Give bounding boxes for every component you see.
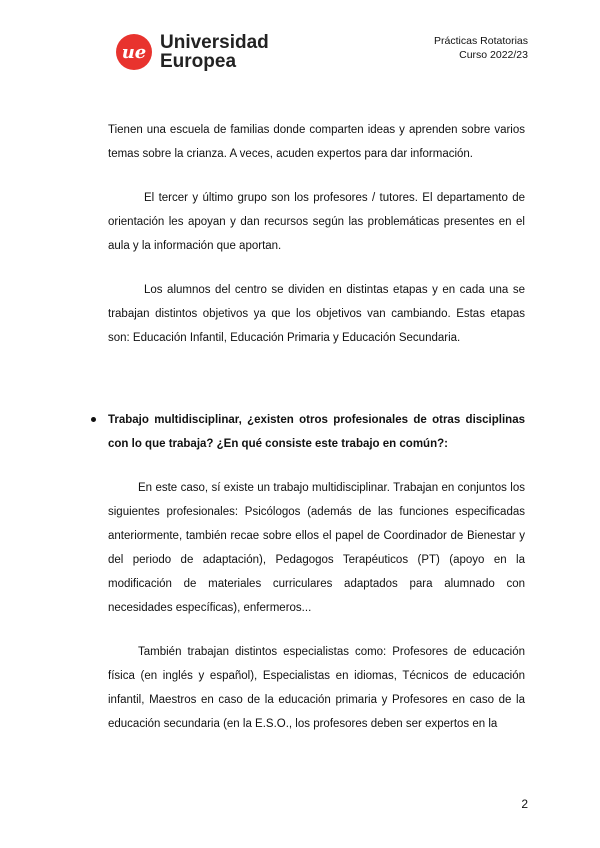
document-body [108,118,525,736]
logo-line-2: Europea [160,51,237,72]
logo-line-1: Universidad [160,32,269,53]
logo-wordmark [160,33,269,71]
university-logo [116,33,269,71]
page-number: 2 [521,797,528,811]
course-info [434,34,528,62]
course-year: Curso 2022/23 [459,49,528,61]
paragraph-3: Los alumnos del centro se dividen en distintas etapas y en cada una se trabajan distintos objetivos ya que los objetivos van cambiando. Estas etapas son: Educación Infantil, Educación Primaria y Educación Secundaria. [108,284,525,344]
paragraph-1: Tienen una escuela de familias donde comparten ideas y aprenden sobre varios temas sobre la crianza. A veces, acuden expertos para dar información. [108,124,525,160]
paragraph-5: También trabajan distintos especialistas como: Profesores de educación física (en inglés y español), Especialistas en idiomas, Técnicos de educación infantil, Maestros en caso de la educación primaria y Profesores en caso de la educación secundaria (en la E.S.O., los profesores deben ser expertos en la [108,646,525,730]
logo-mark-icon: ue [116,34,152,70]
bullet-question: Trabajo multidisciplinar, ¿existen otros profesionales de otras disciplinas con lo que trabaja? ¿En qué consiste este trabajo en común?: [108,408,525,456]
course-title: Prácticas Rotatorias [434,35,528,47]
paragraph-4: En este caso, sí existe un trabajo multidisciplinar. Trabajan en conjuntos los siguientes profesionales: Psicólogos (además de las funciones especificadas anteriormente, también recae sobre ellos el papel de Coordinador de Bienestar y del periodo de adaptación), Pedagogos Terapéuticos (PT) (apoyo en la modificación de materiales curriculares adaptados para alumnado con necesidades específicas), enfermeros... [108,482,525,614]
paragraph-2: El tercer y último grupo son los profesores / tutores. El departamento de orientación les apoyan y dan recursos según las problemáticas presentes en el aula y la información que aportan. [108,192,525,252]
